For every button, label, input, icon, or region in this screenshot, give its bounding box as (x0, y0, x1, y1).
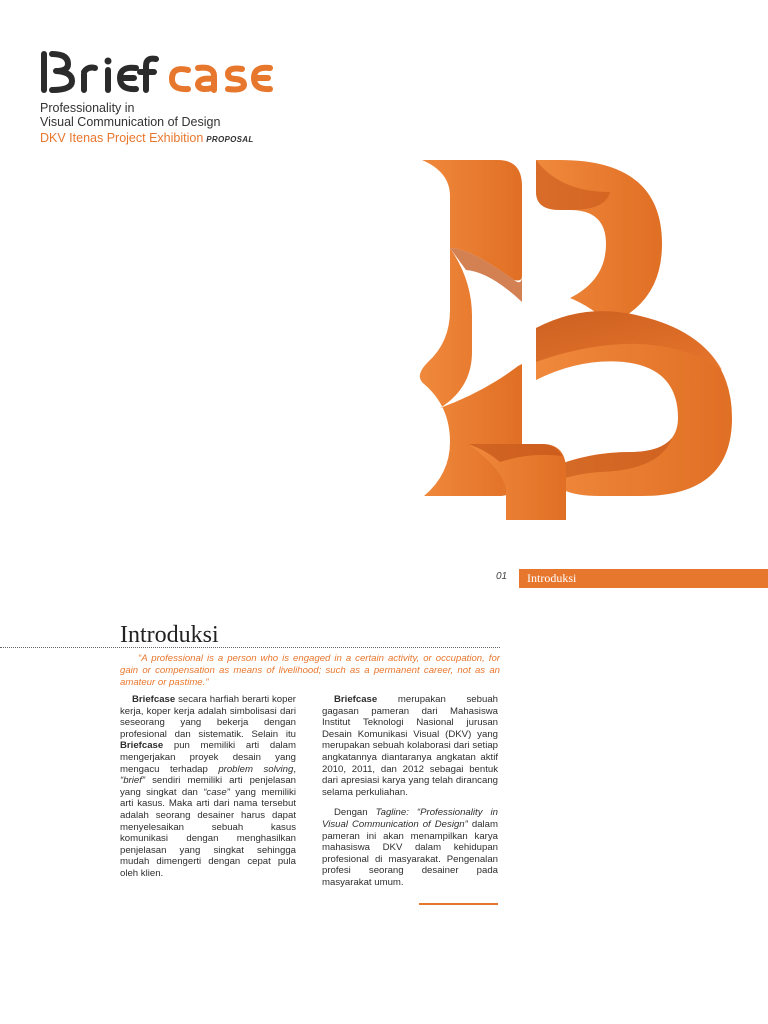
proposal-badge: PROPOSAL (206, 135, 254, 144)
text-run: yang memiliki arti kasus. Maka arti dari nama tersebut adalah seorang desainer harus dapat menyelesaikan sebuah kasus komunikasi dengan menghasilkan penjelasan yang singkat sehingga mudah dimengerti dengan cepat pula oleh klien. (120, 786, 296, 879)
italic-term: “case” (203, 786, 230, 798)
italic-term: problem solving (218, 763, 294, 775)
text-run: merupakan sebuah gagasan pameran dari Mahasiswa Institut Teknologi Nasional jurusan Desain Komunikasi Visual (DKV) yang merupakan sebuah kolaborasi dari setiap angkatannya diantaranya angkatan aktif 2010, 2011, dan 2012 sebagai bentuk dari apresiasi karya yang telah dirancang selama perkuliahan. (322, 694, 498, 798)
text-run: , (293, 763, 296, 775)
tagline-line-1: Professionality in (40, 101, 135, 115)
text-column-right (322, 694, 498, 898)
text-run: secara harfiah berarti koper kerja, koper kerja adalah simbolisasi dari seseorang yang bekerja dengan profesional dan sistematik. Selain itu (120, 694, 296, 740)
exhibition-subtitle (40, 131, 254, 145)
subtitle-text: DKV Itenas Project Exhibition (40, 131, 204, 145)
page-title: Introduksi (120, 622, 219, 648)
bold-term: Briefcase (132, 694, 176, 705)
text-column-left (120, 694, 296, 889)
section-number: 01 (496, 571, 508, 582)
paragraph (322, 807, 498, 888)
text-run: pun memiliki arti dalam mengerjakan proyek desain yang mengacu terhadap (120, 740, 296, 775)
bold-term: Briefcase (334, 694, 378, 705)
tagline (40, 101, 220, 129)
accent-rule (419, 903, 498, 905)
dotted-divider (0, 647, 500, 648)
bold-term: Briefcase (120, 740, 164, 752)
text-run: sendiri memiliki arti penjelasan yang singkat dan (120, 775, 296, 798)
text-run: Dengan (334, 807, 376, 819)
section-header-bar (519, 569, 768, 588)
text-run: dalam pameran ini akan menampilkan karya mahasiswa DKV dalam kehidupan profesional di masyarakat. Pengenalan profesi seorang desainer pada masyarakat umum. (322, 818, 498, 888)
italic-term: “brief” (120, 775, 146, 787)
section-label: Introduksi (527, 571, 577, 585)
ribbon-b-graphic (410, 152, 740, 520)
italic-term: Tagline: “Professionality in Visual Communication of Design” (322, 807, 498, 830)
briefcase-logo (38, 44, 288, 96)
paragraph (322, 694, 498, 798)
paragraph (120, 694, 296, 880)
tagline-line-2: Visual Communication of Design (40, 115, 221, 129)
definition-quote: “A professional is a person who is engaged in a certain activity, or occupation, for gain or compensation as means of livelihood; such as a permanent career, not as an amateur or pastime.” (120, 653, 500, 688)
